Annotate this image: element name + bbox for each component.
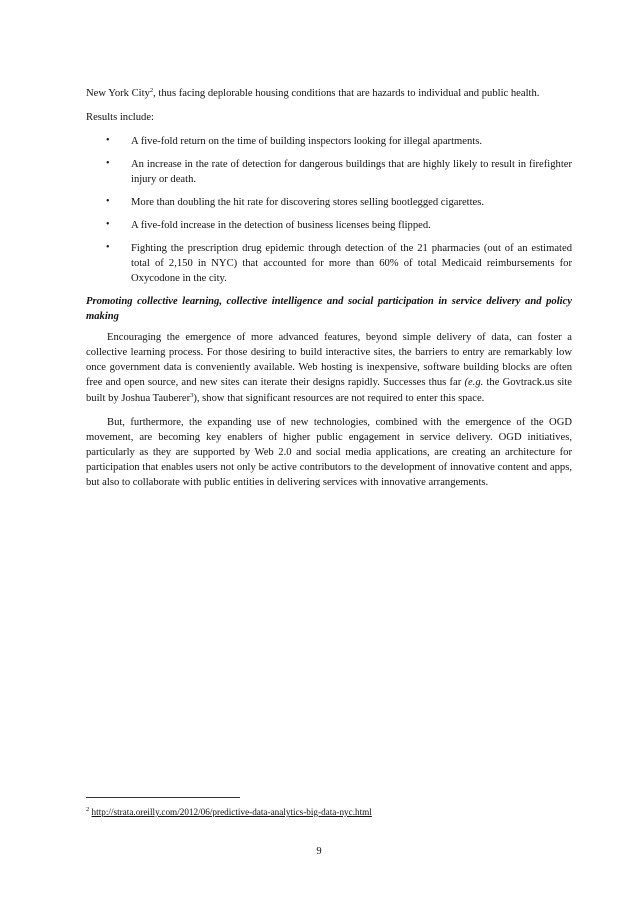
- bullet-icon: •: [106, 158, 110, 170]
- page-number: 9: [316, 846, 322, 857]
- bullet-icon: •: [106, 219, 110, 231]
- list-item: [86, 218, 572, 233]
- results-list: [86, 134, 572, 286]
- results-label: Results include:: [86, 112, 154, 124]
- section-heading: Promoting collective learning, collective intelligence and social participation in service delivery and policy making: [86, 296, 572, 323]
- list-item: [86, 134, 572, 149]
- page-content: [86, 86, 572, 499]
- list-item-text: Fighting the prescription drug epidemic through detection of the 21 pharmacies (out of an estimated total of 2,150 in NYC) that accounted for more than 60% of total Medicaid reimbursements for Oxycodone in the city.: [131, 243, 572, 285]
- intro-text: New York City: [86, 88, 150, 99]
- footnote-number: 2: [86, 806, 90, 813]
- list-item-text: More than doubling the hit rate for discovering stores selling bootlegged cigarettes.: [131, 197, 485, 209]
- footnote-ref-2[interactable]: 2: [149, 87, 154, 94]
- paragraph-text: the Govtrack.us site built by Joshua Tauberer: [86, 377, 572, 404]
- footnote-divider: [86, 797, 240, 798]
- bullet-icon: •: [106, 135, 110, 147]
- list-item-text: A five-fold return on the time of building inspectors looking for illegal apartments.: [131, 136, 482, 148]
- body-paragraph-1: [86, 330, 572, 405]
- list-item-text: An increase in the rate of detection for dangerous buildings that are highly likely to result in firefighter injury or death.: [131, 159, 572, 186]
- list-item-text: A five-fold increase in the detection of business licenses being flipped.: [131, 220, 431, 232]
- intro-text-continued: , thus facing deplorable housing conditions that are hazards to individual and public health.: [153, 88, 540, 99]
- bullet-icon: •: [106, 242, 110, 254]
- footnote-link[interactable]: http://strata.oreilly.com/2012/06/predictive-data-analytics-big-data-nyc.html: [91, 807, 372, 817]
- eg-abbreviation: (e.g.: [464, 377, 484, 389]
- body-paragraph-2: But, furthermore, the expanding use of new technologies, combined with the emergence of the OGD movement, are becoming key enablers of higher public engagement in service delivery. OGD initiatives, particularly as they are supported by Web 2.0 and social media applications, are creating an architecture for participation that enables users not only be active contributors to the development of innovative content and apps, but also to collaborate with public entities in delivering services with innovative arrangements.: [86, 416, 572, 488]
- bullet-icon: •: [106, 196, 110, 208]
- paragraph-text: ), show that significant resources are not required to enter this space.: [193, 392, 485, 404]
- list-item: [86, 241, 572, 286]
- intro-paragraph: [86, 86, 572, 101]
- footnote: [86, 806, 372, 819]
- paragraph-text: Encouraging the emergence of more advanced features, beyond simple delivery of data, can foster a collective learning process. For those desiring to build interactive sites, the barriers to entry are remarkably low once government data is conveniently available. Web hosting is inexpensive, software building blocks are often free and open source, and new sites can iterate their designs rapidly. Successes thus far: [86, 332, 572, 389]
- list-item: [86, 157, 572, 187]
- footnote-ref-3[interactable]: 3: [190, 391, 194, 399]
- list-item: [86, 195, 572, 210]
